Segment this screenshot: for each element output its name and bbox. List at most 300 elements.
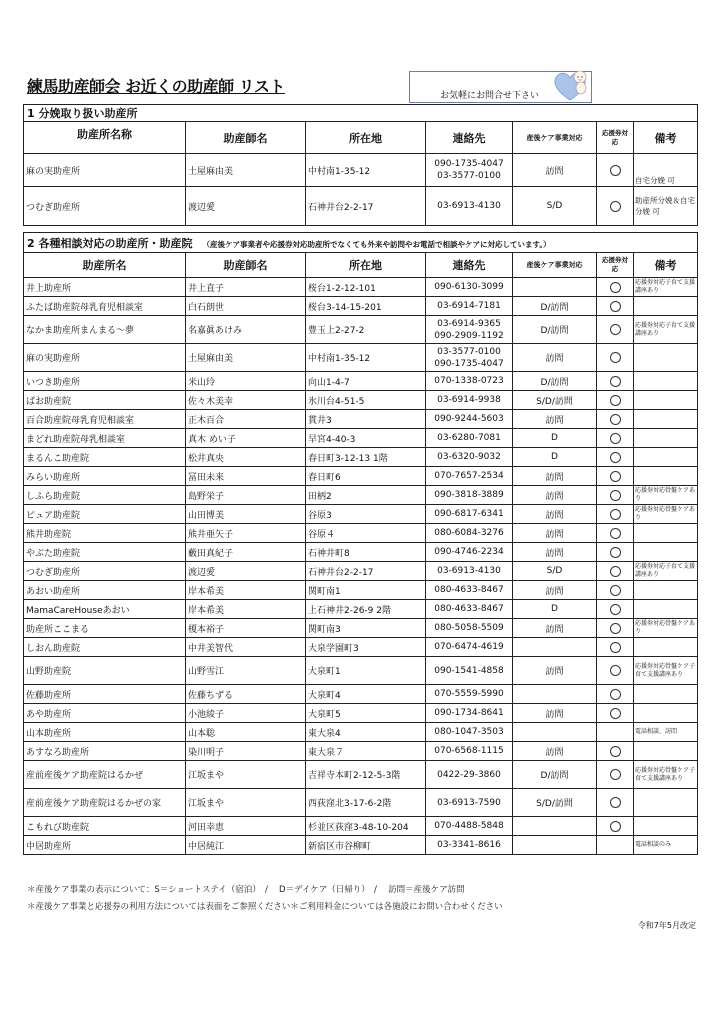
address: 春日町6 — [306, 467, 426, 486]
voucher-circle-icon — [610, 452, 621, 463]
facility-name: あや助産所 — [24, 704, 186, 723]
address: 谷原3 — [306, 505, 426, 524]
voucher-circle-icon — [610, 352, 621, 363]
note — [634, 638, 698, 657]
phone-number: 090-1541-4858 — [434, 665, 504, 676]
phone-cell — [426, 562, 513, 581]
facility-name: 中居助産所 — [24, 836, 186, 855]
phone-number: 0422-29-3860 — [437, 769, 501, 780]
note — [634, 344, 698, 372]
midwife-name: 江坂まや — [186, 761, 306, 789]
midwife-name: 冨田未来 — [186, 467, 306, 486]
note — [634, 817, 698, 836]
table-row — [24, 657, 698, 685]
facility-name: 山野助産院 — [24, 657, 186, 685]
phone-cell — [426, 704, 513, 723]
facility-name: つむぎ助産所 — [24, 187, 186, 226]
table-row — [24, 789, 698, 817]
phone-cell — [426, 789, 513, 817]
facility-name: つむぎ助産所 — [24, 562, 186, 581]
address: 石神井町8 — [306, 543, 426, 562]
midwife-name: 榎本裕子 — [186, 619, 306, 638]
address: 谷原４ — [306, 524, 426, 543]
facility-name: MamaCareHouseあおい — [24, 600, 186, 619]
phone-number: 03-6320-9032 — [437, 452, 501, 462]
midwife-name: 佐々木美幸 — [186, 391, 306, 410]
table-row — [24, 704, 698, 723]
note — [634, 543, 698, 562]
postpartum-care: 訪問 — [513, 742, 597, 761]
midwife-name: 米山玲 — [186, 372, 306, 391]
voucher-cell — [597, 562, 634, 581]
phone-number: 03-6914-9365 — [437, 318, 501, 329]
voucher-circle-icon — [610, 282, 621, 293]
phone-cell — [426, 657, 513, 685]
note — [634, 467, 698, 486]
facility-name: 熊井助産院 — [24, 524, 186, 543]
phone-number: 080-1047-3503 — [434, 727, 504, 737]
phone-number: 03-6914-9938 — [437, 395, 501, 405]
phone-number: 03-6914-7181 — [437, 301, 501, 311]
voucher-cell — [597, 638, 634, 657]
midwife-name: 正木百合 — [186, 410, 306, 429]
table-row — [24, 448, 698, 467]
facility-name: 助産所ここまる — [24, 619, 186, 638]
baby-heart-icon — [550, 68, 590, 102]
table-row — [24, 761, 698, 789]
address: 東大泉７ — [306, 742, 426, 761]
section1-header-row — [24, 122, 698, 154]
phone-cell — [426, 723, 513, 742]
col-header-postpartum-care: 産後ケア事業対応 — [513, 122, 597, 154]
table-row — [24, 391, 698, 410]
address: 大泉町1 — [306, 657, 426, 685]
midwife-name: 島野栄子 — [186, 486, 306, 505]
voucher-circle-icon — [610, 665, 621, 676]
phone-number: 090-1734-8641 — [434, 708, 504, 718]
table-row — [24, 154, 698, 187]
phone-number: 090-1735-4047 — [434, 358, 504, 369]
note — [634, 581, 698, 600]
voucher-circle-icon — [610, 471, 621, 482]
facility-name: こもれび助産院 — [24, 817, 186, 836]
facility-name: 井上助産所 — [24, 278, 186, 297]
voucher-circle-icon — [610, 201, 621, 212]
midwife-name: 河田幸恵 — [186, 817, 306, 836]
note: 応援券対応子育て支援講座あり — [634, 316, 698, 344]
facility-name: しおん助産院 — [24, 638, 186, 657]
midwife-name: 藪田真紀子 — [186, 543, 306, 562]
page-title: 練馬助産師会 お近くの助産師 リスト — [27, 77, 285, 96]
col-header-midwife: 助産師名 — [186, 122, 306, 154]
phone-number: 090-1735-4047 — [434, 159, 504, 169]
midwife-name: 井上直子 — [186, 278, 306, 297]
voucher-cell — [597, 278, 634, 297]
voucher-circle-icon — [610, 585, 621, 596]
facility-name: 佐藤助産所 — [24, 685, 186, 704]
phone-cell — [426, 638, 513, 657]
note — [634, 372, 698, 391]
phone-number: 03-6913-4130 — [437, 201, 501, 211]
voucher-circle-icon — [610, 376, 621, 387]
phone-number: 090-6130-3099 — [434, 282, 504, 292]
address: 中村南1-35-12 — [306, 344, 426, 372]
phone-number: 03-3577-0100 — [437, 346, 501, 357]
voucher-circle-icon — [610, 528, 621, 539]
facility-name: なかま助産所まんまる～夢 — [24, 316, 186, 344]
voucher-circle-icon — [610, 797, 621, 808]
voucher-circle-icon — [610, 301, 621, 312]
voucher-circle-icon — [610, 395, 621, 406]
phone-number: 070-5559-5990 — [434, 689, 504, 699]
voucher-circle-icon — [610, 689, 621, 700]
table-row — [24, 723, 698, 742]
phone-number: 080-5058-5509 — [434, 623, 504, 633]
address: 大泉町4 — [306, 685, 426, 704]
note — [634, 789, 698, 817]
address: 豊玉上2-27-2 — [306, 316, 426, 344]
postpartum-care — [513, 278, 597, 297]
postpartum-care: 訪問 — [513, 344, 597, 372]
address: 石神井台2-2-17 — [306, 187, 426, 226]
voucher-cell — [597, 685, 634, 704]
phone-number: 080-6084-3276 — [434, 528, 504, 538]
col-header-midwife: 助産師名 — [186, 253, 306, 278]
voucher-cell — [597, 154, 634, 187]
phone-cell — [426, 524, 513, 543]
voucher-circle-icon — [610, 547, 621, 558]
facility-name: 産前産後ケア助産院はるかぜの家 — [24, 789, 186, 817]
midwife-name: 熊井亜矢子 — [186, 524, 306, 543]
midwife-name: 松井真央 — [186, 448, 306, 467]
voucher-cell — [597, 742, 634, 761]
table-row — [24, 685, 698, 704]
postpartum-care: 訪問 — [513, 524, 597, 543]
address: 大泉学園町3 — [306, 638, 426, 657]
address: 桜台1-2-12-101 — [306, 278, 426, 297]
postpartum-care — [513, 817, 597, 836]
table-row — [24, 297, 698, 316]
phone-cell — [426, 187, 513, 226]
note: 応援券対応骨盤ケア子育て支援講座あり — [634, 761, 698, 789]
midwife-name: 中居純江 — [186, 836, 306, 855]
phone-cell — [426, 344, 513, 372]
facility-name: まどれ助産院母乳相談室 — [24, 429, 186, 448]
note — [634, 704, 698, 723]
postpartum-care: 訪問 — [513, 410, 597, 429]
voucher-circle-icon — [610, 821, 621, 832]
note — [634, 600, 698, 619]
col-header-postpartum-care: 産後ケア事業対応 — [513, 253, 597, 278]
phone-number: 070-4488-5848 — [434, 821, 504, 831]
table-row — [24, 467, 698, 486]
note — [634, 410, 698, 429]
postpartum-care: D/訪問 — [513, 316, 597, 344]
postpartum-care: 訪問 — [513, 467, 597, 486]
phone-number: 03-6913-7590 — [437, 797, 501, 808]
postpartum-care: D — [513, 448, 597, 467]
table-row — [24, 344, 698, 372]
midwife-name: 真木 めい子 — [186, 429, 306, 448]
voucher-cell — [597, 297, 634, 316]
note: 応援券対応骨盤ケアあり — [634, 486, 698, 505]
voucher-cell — [597, 789, 634, 817]
note: 応援券対応子育て支援講座あり — [634, 562, 698, 581]
voucher-circle-icon — [610, 566, 621, 577]
phone-cell — [426, 817, 513, 836]
voucher-circle-icon — [610, 414, 621, 425]
col-header-voucher: 応援券対応 — [597, 253, 634, 278]
phone-number: 090-3818-3889 — [434, 490, 504, 500]
note: 応援券対応骨盤ケアあり — [634, 505, 698, 524]
voucher-cell — [597, 467, 634, 486]
table-row — [24, 429, 698, 448]
address: 西荻窪北3-17-6-2階 — [306, 789, 426, 817]
postpartum-care: 訪問 — [513, 543, 597, 562]
section2-header-row — [24, 253, 698, 278]
table-row — [24, 505, 698, 524]
facility-name: 山本助産所 — [24, 723, 186, 742]
phone-number: 070-7657-2534 — [434, 471, 504, 481]
address: 桜台3-14-15-201 — [306, 297, 426, 316]
phone-number: 03-6913-4130 — [437, 566, 501, 576]
note: 電話相談、訪問 — [634, 723, 698, 742]
voucher-circle-icon — [610, 642, 621, 653]
phone-cell — [426, 543, 513, 562]
table-row — [24, 817, 698, 836]
section1-table — [23, 104, 698, 226]
address: 新宿区市谷柳町 — [306, 836, 426, 855]
postpartum-care: 訪問 — [513, 505, 597, 524]
phone-cell — [426, 486, 513, 505]
col-header-contact: 連絡先 — [426, 122, 513, 154]
phone-cell — [426, 448, 513, 467]
voucher-cell — [597, 505, 634, 524]
table-row — [24, 562, 698, 581]
facility-name: あすなろ助産所 — [24, 742, 186, 761]
voucher-cell — [597, 723, 634, 742]
note — [634, 742, 698, 761]
footnote-usage: ＊産後ケア事業と応援券の利用方法については表面をご参照ください＊ご利用料金については各施設にお問い合わせください — [27, 902, 503, 912]
table-row — [24, 543, 698, 562]
address: 関町南3 — [306, 619, 426, 638]
phone-cell — [426, 761, 513, 789]
voucher-cell — [597, 619, 634, 638]
note: 応援券対応子育て支援講座あり — [634, 278, 698, 297]
address: 大泉町5 — [306, 704, 426, 723]
voucher-circle-icon — [610, 165, 621, 176]
table-row — [24, 278, 698, 297]
facility-name: ふたば助産院母乳育児相談室 — [24, 297, 186, 316]
address: 東大泉4 — [306, 723, 426, 742]
phone-cell — [426, 742, 513, 761]
postpartum-care: 訪問 — [513, 486, 597, 505]
facility-name: やぶた助産院 — [24, 543, 186, 562]
voucher-cell — [597, 391, 634, 410]
midwife-name: 土屋麻由美 — [186, 154, 306, 187]
midwife-name: 染川明子 — [186, 742, 306, 761]
section2-title-cell — [24, 233, 698, 253]
phone-cell — [426, 372, 513, 391]
facility-name: ピュア助産院 — [24, 505, 186, 524]
table-row — [24, 524, 698, 543]
section1-title: 1 分娩取り扱い助産所 — [24, 105, 698, 122]
address: 杉並区荻窪3-48-10-204 — [306, 817, 426, 836]
voucher-circle-icon — [610, 490, 621, 501]
midwife-name: 中井美智代 — [186, 638, 306, 657]
midwife-name: 小池綾子 — [186, 704, 306, 723]
midwife-name: 土屋麻由美 — [186, 344, 306, 372]
voucher-cell — [597, 817, 634, 836]
voucher-circle-icon — [610, 433, 621, 444]
voucher-circle-icon — [610, 746, 621, 757]
col-header-address: 所在地 — [306, 122, 426, 154]
note — [634, 297, 698, 316]
midwife-name: 渡辺愛 — [186, 187, 306, 226]
phone-cell — [426, 410, 513, 429]
note: 応援券対応骨盤ケアあり — [634, 619, 698, 638]
voucher-cell — [597, 429, 634, 448]
voucher-cell — [597, 543, 634, 562]
postpartum-care: D/訪問 — [513, 372, 597, 391]
facility-name: みらい助産所 — [24, 467, 186, 486]
phone-number: 03-3341-8616 — [437, 840, 501, 850]
note: 助産所分娩＆自宅分娩 可 — [634, 187, 698, 226]
voucher-cell — [597, 704, 634, 723]
phone-cell — [426, 836, 513, 855]
section2-title: 2 各種相談対応の助産所・助産院 — [27, 236, 193, 250]
section2-table — [23, 232, 698, 855]
note — [634, 685, 698, 704]
note: 応援券対応骨盤ケア子育て支援講座あり — [634, 657, 698, 685]
table-row — [24, 742, 698, 761]
table-row — [24, 316, 698, 344]
table-row — [24, 836, 698, 855]
phone-cell — [426, 581, 513, 600]
postpartum-care — [513, 836, 597, 855]
note — [634, 448, 698, 467]
midwife-name: 渡辺愛 — [186, 562, 306, 581]
midwife-name: 江坂まや — [186, 789, 306, 817]
midwife-name: 山田博美 — [186, 505, 306, 524]
section2-subtitle: （産後ケア事業者や応援券対応助産所でなくても外来や訪問やお電話で相談やケアに対応しています。） — [202, 239, 551, 249]
phone-cell — [426, 619, 513, 638]
phone-number: 070-1338-0723 — [434, 376, 504, 386]
postpartum-care: D/訪問 — [513, 761, 597, 789]
col-header-name: 助産所名 — [24, 253, 186, 278]
phone-number: 090-2909-1192 — [434, 330, 504, 341]
facility-name: 産前産後ケア助産院はるかぜ — [24, 761, 186, 789]
col-header-address: 所在地 — [306, 253, 426, 278]
midwife-name: 名嘉眞あけみ — [186, 316, 306, 344]
table-row — [24, 187, 698, 226]
revision-date: 令和7年5月改定 — [637, 921, 696, 930]
voucher-cell — [597, 600, 634, 619]
note — [634, 391, 698, 410]
postpartum-care: 訪問 — [513, 704, 597, 723]
voucher-cell — [597, 836, 634, 855]
address: 田柄2 — [306, 486, 426, 505]
address: 氷川台4-51-5 — [306, 391, 426, 410]
voucher-cell — [597, 761, 634, 789]
address: 向山1-4-7 — [306, 372, 426, 391]
phone-number: 090-4746-2234 — [434, 547, 504, 557]
voucher-cell — [597, 372, 634, 391]
table-row — [24, 619, 698, 638]
table-row — [24, 638, 698, 657]
address: 中村南1-35-12 — [306, 154, 426, 187]
phone-number: 080-4633-8467 — [434, 604, 504, 614]
phone-number: 080-4633-8467 — [434, 585, 504, 595]
phone-number: 070-6568-1115 — [434, 746, 504, 756]
contact-note-box — [409, 71, 592, 103]
midwife-name: 白石朗世 — [186, 297, 306, 316]
phone-number: 03-3577-0100 — [437, 171, 501, 181]
midwife-name: 山野雪江 — [186, 657, 306, 685]
phone-cell — [426, 600, 513, 619]
postpartum-care — [513, 723, 597, 742]
phone-cell — [426, 391, 513, 410]
postpartum-care: 訪問 — [513, 657, 597, 685]
facility-name: 麻の実助産所 — [24, 344, 186, 372]
table-row — [24, 600, 698, 619]
table-row — [24, 372, 698, 391]
postpartum-care: D — [513, 600, 597, 619]
postpartum-care: D/訪問 — [513, 297, 597, 316]
phone-number: 03-6280-7081 — [437, 433, 501, 443]
col-header-voucher: 応援券対応 — [597, 122, 634, 154]
footnote-care-legend: ＊産後ケア事業の表示について：S＝ショートステイ（宿泊） / D＝デイケア（日帰り） / 訪問＝産後ケア訪問 — [27, 885, 465, 895]
voucher-cell — [597, 410, 634, 429]
voucher-cell — [597, 486, 634, 505]
address: 石神井台2-2-17 — [306, 562, 426, 581]
phone-number: 090-9244-5603 — [434, 414, 504, 424]
col-header-notes: 備考 — [634, 253, 698, 278]
phone-number: 070-6474-4619 — [434, 642, 504, 652]
postpartum-care: S/D — [513, 187, 597, 226]
note: 自宅分娩 可 — [634, 154, 698, 187]
midwife-name: 岸本希美 — [186, 581, 306, 600]
note — [634, 429, 698, 448]
address: 上石神井2-26-9 2階 — [306, 600, 426, 619]
voucher-cell — [597, 448, 634, 467]
postpartum-care — [513, 685, 597, 704]
table-row — [24, 410, 698, 429]
address: 早宮4-40-3 — [306, 429, 426, 448]
voucher-circle-icon — [610, 509, 621, 520]
postpartum-care: 訪問 — [513, 581, 597, 600]
postpartum-care: S/D/訪問 — [513, 789, 597, 817]
col-header-notes: 備考 — [634, 122, 698, 154]
midwife-name: 佐藤ちずる — [186, 685, 306, 704]
phone-cell — [426, 467, 513, 486]
postpartum-care — [513, 638, 597, 657]
phone-cell — [426, 685, 513, 704]
voucher-cell — [597, 344, 634, 372]
col-header-name: 助産所名称 — [24, 122, 186, 154]
contact-note: お気軽にお問合せ下さい — [440, 91, 540, 101]
phone-cell — [426, 505, 513, 524]
address: 春日町3-12-13 1階 — [306, 448, 426, 467]
voucher-cell — [597, 581, 634, 600]
voucher-circle-icon — [610, 324, 621, 335]
address: 吉祥寺本町2-12-5-3階 — [306, 761, 426, 789]
address: 貫井3 — [306, 410, 426, 429]
facility-name: 麻の実助産所 — [24, 154, 186, 187]
col-header-contact: 連絡先 — [426, 253, 513, 278]
facility-name: まるんこ助産院 — [24, 448, 186, 467]
note — [634, 524, 698, 543]
